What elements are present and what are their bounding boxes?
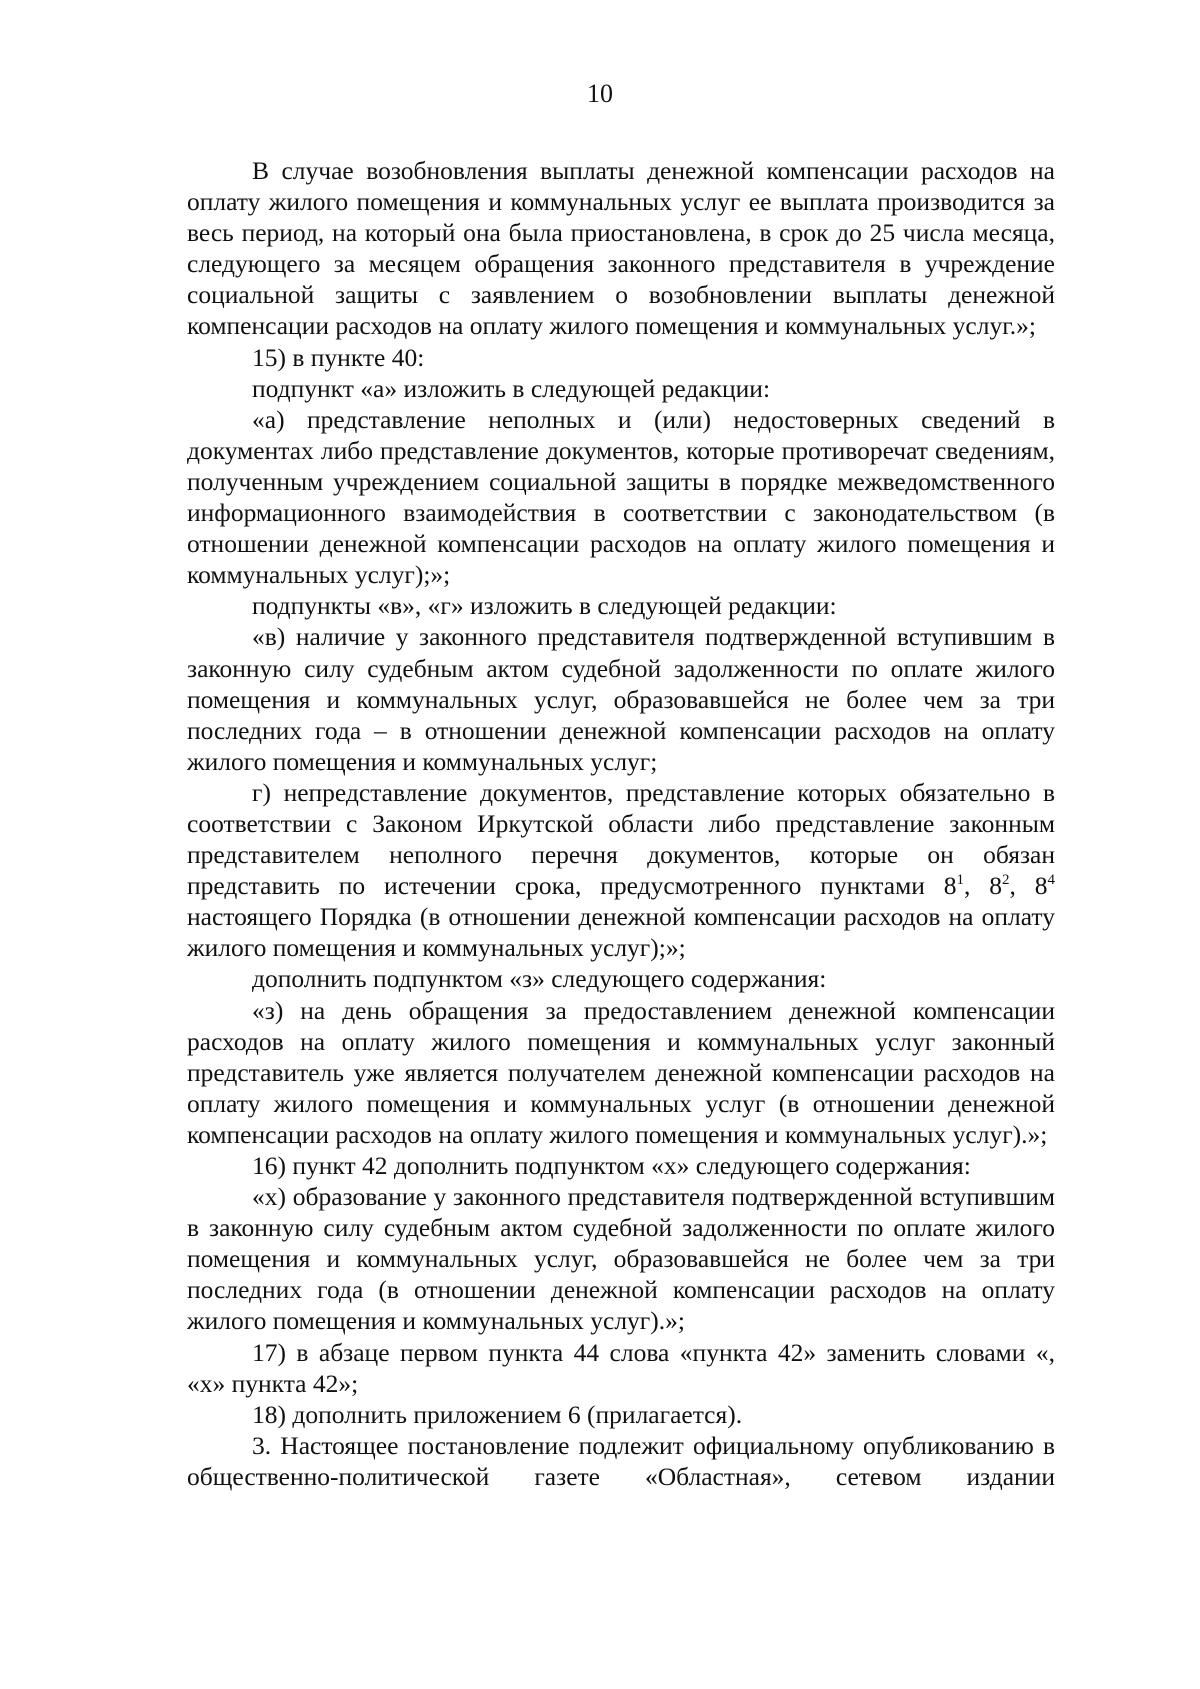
paragraph-section-3: 3. Настоящее постановление подлежит официальному опубликованию в общественно-политической газете «Областная», сетевом издании: [187, 1430, 1055, 1491]
superscript: 4: [1047, 872, 1056, 889]
paragraph-resumption-of-payment: В случае возобновления выплаты денежной компенсации расходов на оплату жилого помещения и коммунальных услуг ее выплата производится за весь период, на который она была приостановлена, в срок до 25 числа месяца, следующего за месяцем обращения законного представителя в учреждение социальной защиты с заявлением о возобновлении выплаты денежной компенсации расходов на оплату жилого помещения и коммунальных услуг.»;: [187, 156, 1055, 341]
page-number: 10: [587, 79, 613, 108]
paragraph-item-16: 16) пункт 42 дополнить подпунктом «х» следующего содержания:: [252, 1151, 971, 1180]
paragraph-subitem-g-text: [187, 777, 1055, 964]
paragraph-subitem-a-text: «а) представление неполных и (или) недостоверных сведений в документах либо представление документов, которые противоречат сведениям, полученным учреждением социальной защиты в порядке межведомственного информационного взаимодействия в соответствии с законодательством (в отношении денежной компенсации расходов на оплату жилого помещения и коммунальных услуг);»;: [187, 404, 1055, 590]
paragraph-subitems-v-g-intro: подпункты «в», «г» изложить в следующей редакции:: [252, 591, 837, 621]
subitem-g-text-part: настоящего Порядка (в отношении денежной компенсации расходов на оплату жилого помещения и коммунальных услуг);»;: [187, 902, 1055, 963]
superscript: 2: [1002, 872, 1010, 889]
paragraph-subitem-z-intro: дополнить подпунктом «з» следующего содержания:: [252, 964, 827, 994]
paragraph-item-18: 18) дополнить приложением 6 (прилагается).: [252, 1399, 743, 1429]
subitem-g-text-part: , 8: [964, 871, 1003, 901]
paragraph-subitem-v-text: «в) наличие у законного представителя подтвержденной вступившим в законную силу судебным актом судебной задолженности по оплате жилого помещения и коммунальных услуг, образовавшейся не более чем за три последних года – в отношении денежной компенсации расходов на оплату жилого помещения и коммунальных услуг;: [187, 622, 1055, 776]
paragraph-item-15: 15) в пункте 40:: [252, 342, 425, 372]
superscript: 1: [956, 872, 964, 889]
document-body: [187, 155, 1055, 1492]
paragraph-item-17: 17) в абзаце первом пункта 44 слова «пункта 42» заменить словами «, «х» пункта 42»;: [187, 1337, 1055, 1398]
paragraph-subitem-a-intro: подпункт «а» изложить в следующей редакции:: [252, 373, 771, 403]
paragraph-subitem-z-text: «з) на день обращения за предоставлением денежной компенсации расходов на оплату жилого помещения и коммунальных услуг законный представитель уже является получателем денежной компенсации расходов на оплату жилого помещения и коммунальных услуг (в отношении денежной компенсации расходов на оплату жилого помещения и коммунальных услуг).»;: [187, 995, 1055, 1149]
subitem-g-text-part: , 8: [1009, 871, 1048, 901]
subitem-g-text-part: г) непредставление документов, представление которых обязательно в соответствии с Законом Иркутской области либо представление законным представителем неполного перечня документов, которые он обязан представить по истечении срока, предусмотренного пунктами 8: [187, 777, 1055, 901]
paragraph-subitem-x-text: «х) образование у законного представителя подтвержденной вступившим в законную силу судебным актом судебной задолженности по оплате жилого помещения и коммунальных услуг, образовавшейся не более чем за три последних года (в отношении денежной компенсации расходов на оплату жилого помещения и коммунальных услуг).»;: [187, 1182, 1055, 1336]
